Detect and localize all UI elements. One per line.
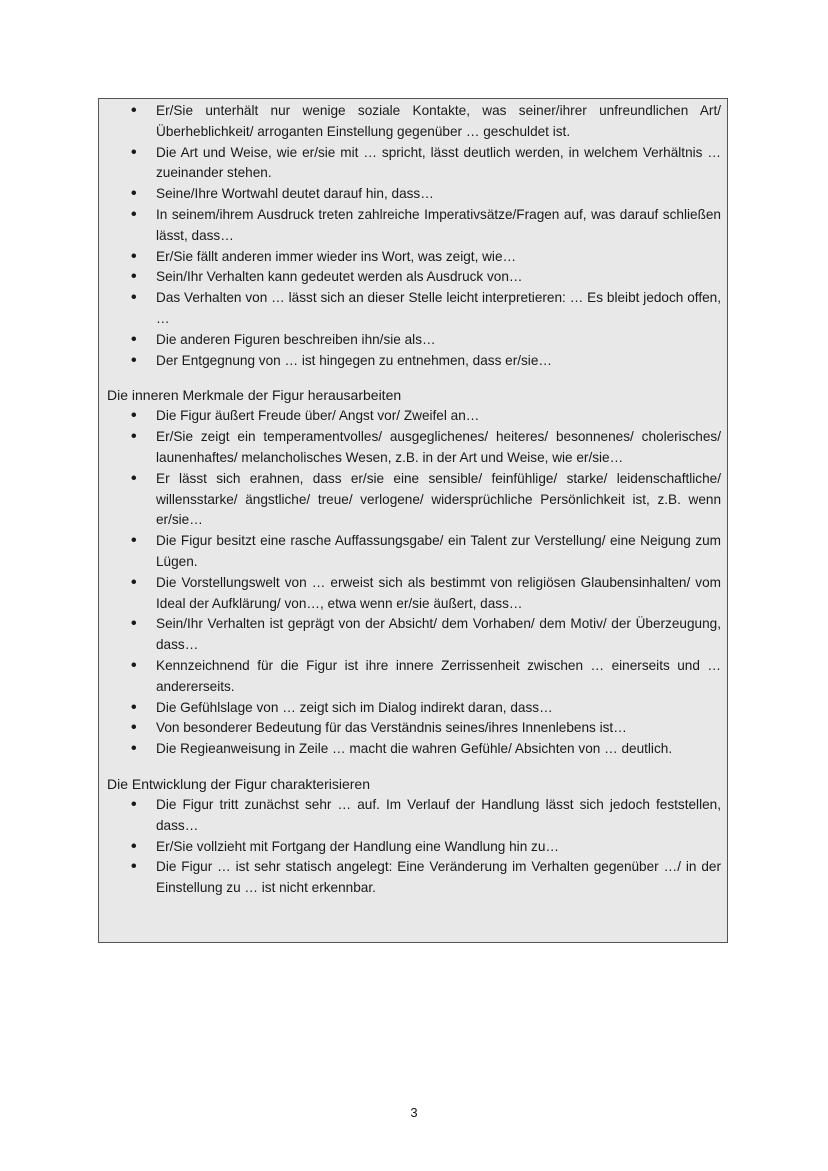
- list-item: • Seine/Ihre Wortwahl deutet darauf hin, dass…: [107, 184, 721, 205]
- list-item: • Sein/Ihr Verhalten ist geprägt von der Absicht/ dem Vorhaben/ dem Motiv/ der Überzeugung, dass…: [107, 614, 721, 656]
- section-heading-inner-features: Die inneren Merkmale der Figur herausarbeiten: [107, 387, 402, 404]
- list-item: • Der Entgegnung von … ist hingegen zu entnehmen, dass er/sie…: [107, 351, 721, 372]
- page-number: 3: [410, 1105, 418, 1120]
- list-item: • Kennzeichnend für die Figur ist ihre innere Zerrissenheit zwischen … einerseits und … andererseits.: [107, 656, 721, 698]
- list-item: • Das Verhalten von … lässt sich an dieser Stelle leicht interpretieren: … Es bleibt jedoch offen, …: [107, 288, 721, 330]
- list-item: • Die Gefühlslage von … zeigt sich im Dialog indirekt daran, dass…: [107, 698, 721, 719]
- list-item: • Die Vorstellungswelt von … erweist sich als bestimmt von religiösen Glaubensinhalten/ vom Ideal der Aufklärung/ von…, etwa wenn er/sie äußert, dass…: [107, 573, 721, 615]
- list-item: • Sein/Ihr Verhalten kann gedeutet werden als Ausdruck von…: [107, 267, 721, 288]
- bullet-list-external-features: [107, 101, 721, 371]
- list-item: • Die Figur tritt zunächst sehr … auf. Im Verlauf der Handlung lässt sich jedoch feststellen, dass…: [107, 795, 721, 837]
- list-item: • Die Art und Weise, wie er/sie mit … spricht, lässt deutlich werden, in welchem Verhältnis … zueinander stehen.: [107, 143, 721, 185]
- list-item: • Die Figur … ist sehr statisch angelegt: Eine Veränderung im Verhalten gegenüber …/ in der Einstellung zu … ist nicht erkennbar.: [107, 857, 721, 899]
- list-item: • Er/Sie fällt anderen immer wieder ins Wort, was zeigt, wie…: [107, 247, 721, 268]
- list-item: • Von besonderer Bedeutung für das Verständnis seines/ihres Innenlebens ist…: [107, 718, 721, 739]
- list-item: • Die Figur äußert Freude über/ Angst vor/ Zweifel an…: [107, 406, 721, 427]
- list-item: • In seinem/ihrem Ausdruck treten zahlreiche Imperativsätze/Fragen auf, was darauf schließen lässt, dass…: [107, 205, 721, 247]
- list-item: • Er/Sie vollzieht mit Fortgang der Handlung eine Wandlung hin zu…: [107, 837, 721, 858]
- list-item: • Die Regieanweisung in Zeile … macht die wahren Gefühle/ Absichten von … deutlich.: [107, 739, 721, 760]
- phrase-box: [98, 98, 728, 943]
- list-item: • Er lässt sich erahnen, dass er/sie eine sensible/ feinfühlige/ starke/ leidenschaftliche/ willensstarke/ ängstliche/ treue/ verlogene/ widersprüchliche Persönlichkeit ist, z.B. wenn er/sie…: [107, 469, 721, 531]
- section-heading-development: Die Entwicklung der Figur charakterisieren: [107, 775, 370, 792]
- list-item: • Er/Sie zeigt ein temperamentvolles/ ausgeglichenes/ heiteres/ besonnenes/ cholerisches/ launenhaftes/ melancholisches Wesen, z.B. in der Art und Weise, wie er/sie…: [107, 427, 721, 469]
- bullet-list-development: [107, 795, 721, 899]
- list-item: • Die anderen Figuren beschreiben ihn/sie als…: [107, 330, 721, 351]
- list-item: • Er/Sie unterhält nur wenige soziale Kontakte, was seiner/ihrer unfreundlichen Art/ Überheblichkeit/ arroganten Einstellung gegenüber … geschuldet ist.: [107, 101, 721, 143]
- list-item: • Die Figur besitzt eine rasche Auffassungsgabe/ ein Talent zur Verstellung/ eine Neigung zum Lügen.: [107, 531, 721, 573]
- bullet-list-inner-features: [107, 406, 721, 760]
